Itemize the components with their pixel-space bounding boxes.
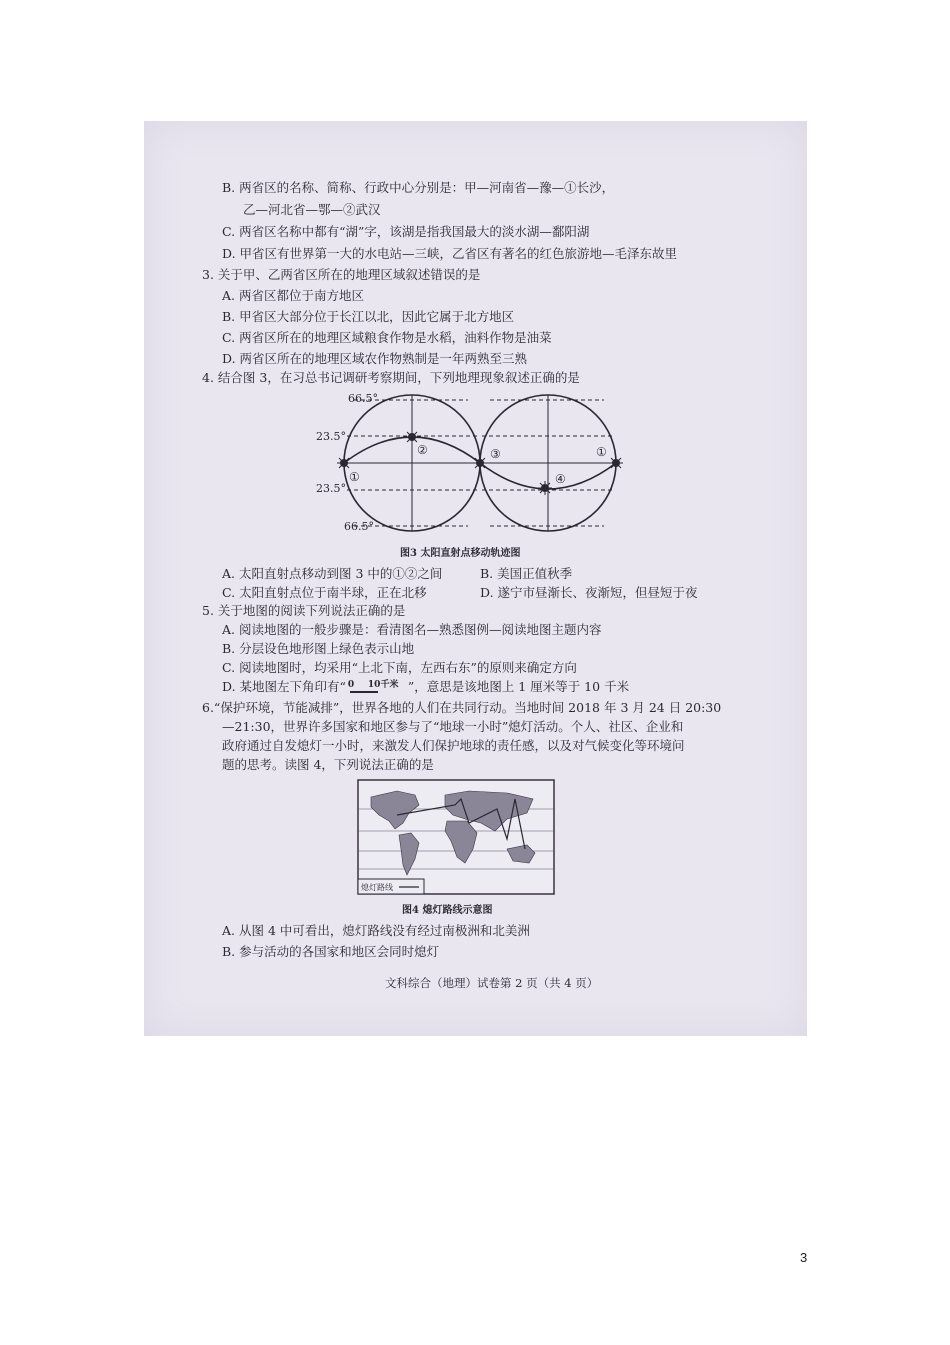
marker-label-2: ②	[417, 443, 428, 457]
marker-label-4: ④	[555, 472, 566, 486]
sun-marker-3-icon	[473, 456, 487, 470]
q6-option-a: A. 从图 4 中可看出，熄灯路线没有经过南极洲和北美洲	[222, 923, 530, 938]
marker-label-1: ①	[349, 470, 360, 484]
figure3-caption: 图3 太阳直射点移动轨迹图	[400, 548, 521, 559]
marker-label-1b: ①	[596, 445, 607, 459]
marker-label-3: ③	[490, 447, 501, 461]
scale-bar-line	[350, 691, 378, 693]
legend-label: 熄灯路线	[361, 883, 393, 892]
page-number: 3	[800, 1250, 808, 1265]
figure4-caption: 图4 熄灯路线示意图	[402, 905, 493, 916]
figure3-sun-path-diagram	[310, 388, 640, 538]
q4-stem: 4. 结合图 3，在习总书记调研考察期间，下列地理现象叙述正确的是	[202, 370, 580, 385]
sun-marker-2-icon	[405, 430, 419, 444]
q3-option-d: D. 两省区所在的地理区域农作物熟制是一年两熟至三熟	[222, 351, 528, 366]
lat-label-665s: 66.5°	[344, 520, 374, 533]
q3-option-c: C. 两省区所在的地理区域粮食作物是水稻，油料作物是油菜	[222, 330, 552, 345]
q3-option-b: B. 甲省区大部分位于长江以北，因此它属于北方地区	[222, 309, 515, 324]
scale-bar	[346, 681, 408, 695]
q5-option-d	[222, 679, 629, 695]
q5-option-c: C. 阅读地图时，均采用“上北下南，左西右东”的原则来确定方向	[222, 660, 577, 675]
q6-stem-line3: 政府通过自发熄灯一小时，来激发人们保护地球的责任感，以及对气候变化等环境问	[222, 738, 685, 753]
q5-option-d-suffix: ”，意思是该地图上 1 厘米等于 10 千米	[407, 679, 630, 694]
q6-stem-line2: —21:30，世界许多国家和地区参与了“地球一小时”熄灯活动。个人、社区、企业和	[222, 719, 684, 734]
scale-zero: 0	[347, 679, 355, 690]
q2-option-c: C. 两省区名称中都有“湖”字，该湖是指我国最大的淡水湖—鄱阳湖	[222, 224, 590, 239]
q5-stem: 5. 关于地图的阅读下列说法正确的是	[202, 603, 406, 618]
q2-option-b-line1: B. 两省区的名称、简称、行政中心分别是：甲—河南省—豫—①长沙，	[222, 180, 615, 195]
scale-ten-km: 10千米	[367, 679, 399, 690]
sun-marker-1-icon	[337, 456, 351, 470]
q6-option-b: B. 参与活动的各国家和地区会同时熄灯	[222, 944, 440, 959]
sun-marker-4-icon	[538, 481, 552, 495]
lat-label-235n: 23.5°	[316, 430, 346, 443]
sun-marker-5-icon	[609, 456, 623, 470]
q3-option-a: A. 两省区都位于南方地区	[222, 288, 364, 303]
q4-option-a: A. 太阳直射点移动到图 3 中的①②之间	[222, 566, 443, 581]
q6-stem-line4: 题的思考。读图 4，下列说法正确的是	[222, 757, 434, 772]
q2-option-d: D. 甲省区有世界第一大的水电站—三峡，乙省区有著名的红色旅游地—毛泽东故里	[222, 246, 678, 261]
q3-stem: 3. 关于甲、乙两省区所在的地理区域叙述错误的是	[202, 267, 481, 282]
q4-option-b: B. 美国正值秋季	[480, 566, 573, 581]
q5-option-b: B. 分层设色地形图上绿色表示山地	[222, 641, 415, 656]
lat-label-665n: 66.5°	[348, 392, 378, 405]
q5-option-d-prefix: D. 某地图左下角印有“	[222, 679, 346, 694]
exam-footer: 文科综合（地理）试卷第 2 页（共 4 页）	[385, 976, 599, 990]
q5-option-a: A. 阅读地图的一般步骤是：看清图名—熟悉图例—阅读地图主题内容	[222, 622, 602, 637]
q6-stem-line1: 6.“保护环境，节能减排”，世界各地的人们在共同行动。当地时间 2018 年 3 月 24 日 20:30	[202, 700, 722, 715]
q2-option-b-line2: 乙—河北省—鄂—②武汉	[243, 202, 381, 217]
figure4-world-map	[357, 779, 555, 895]
q4-option-c: C. 太阳直射点位于南半球，正在北移	[222, 585, 427, 600]
lat-label-235s: 23.5°	[316, 482, 346, 495]
q4-option-d: D. 遂宁市昼渐长、夜渐短，但昼短于夜	[480, 585, 698, 600]
